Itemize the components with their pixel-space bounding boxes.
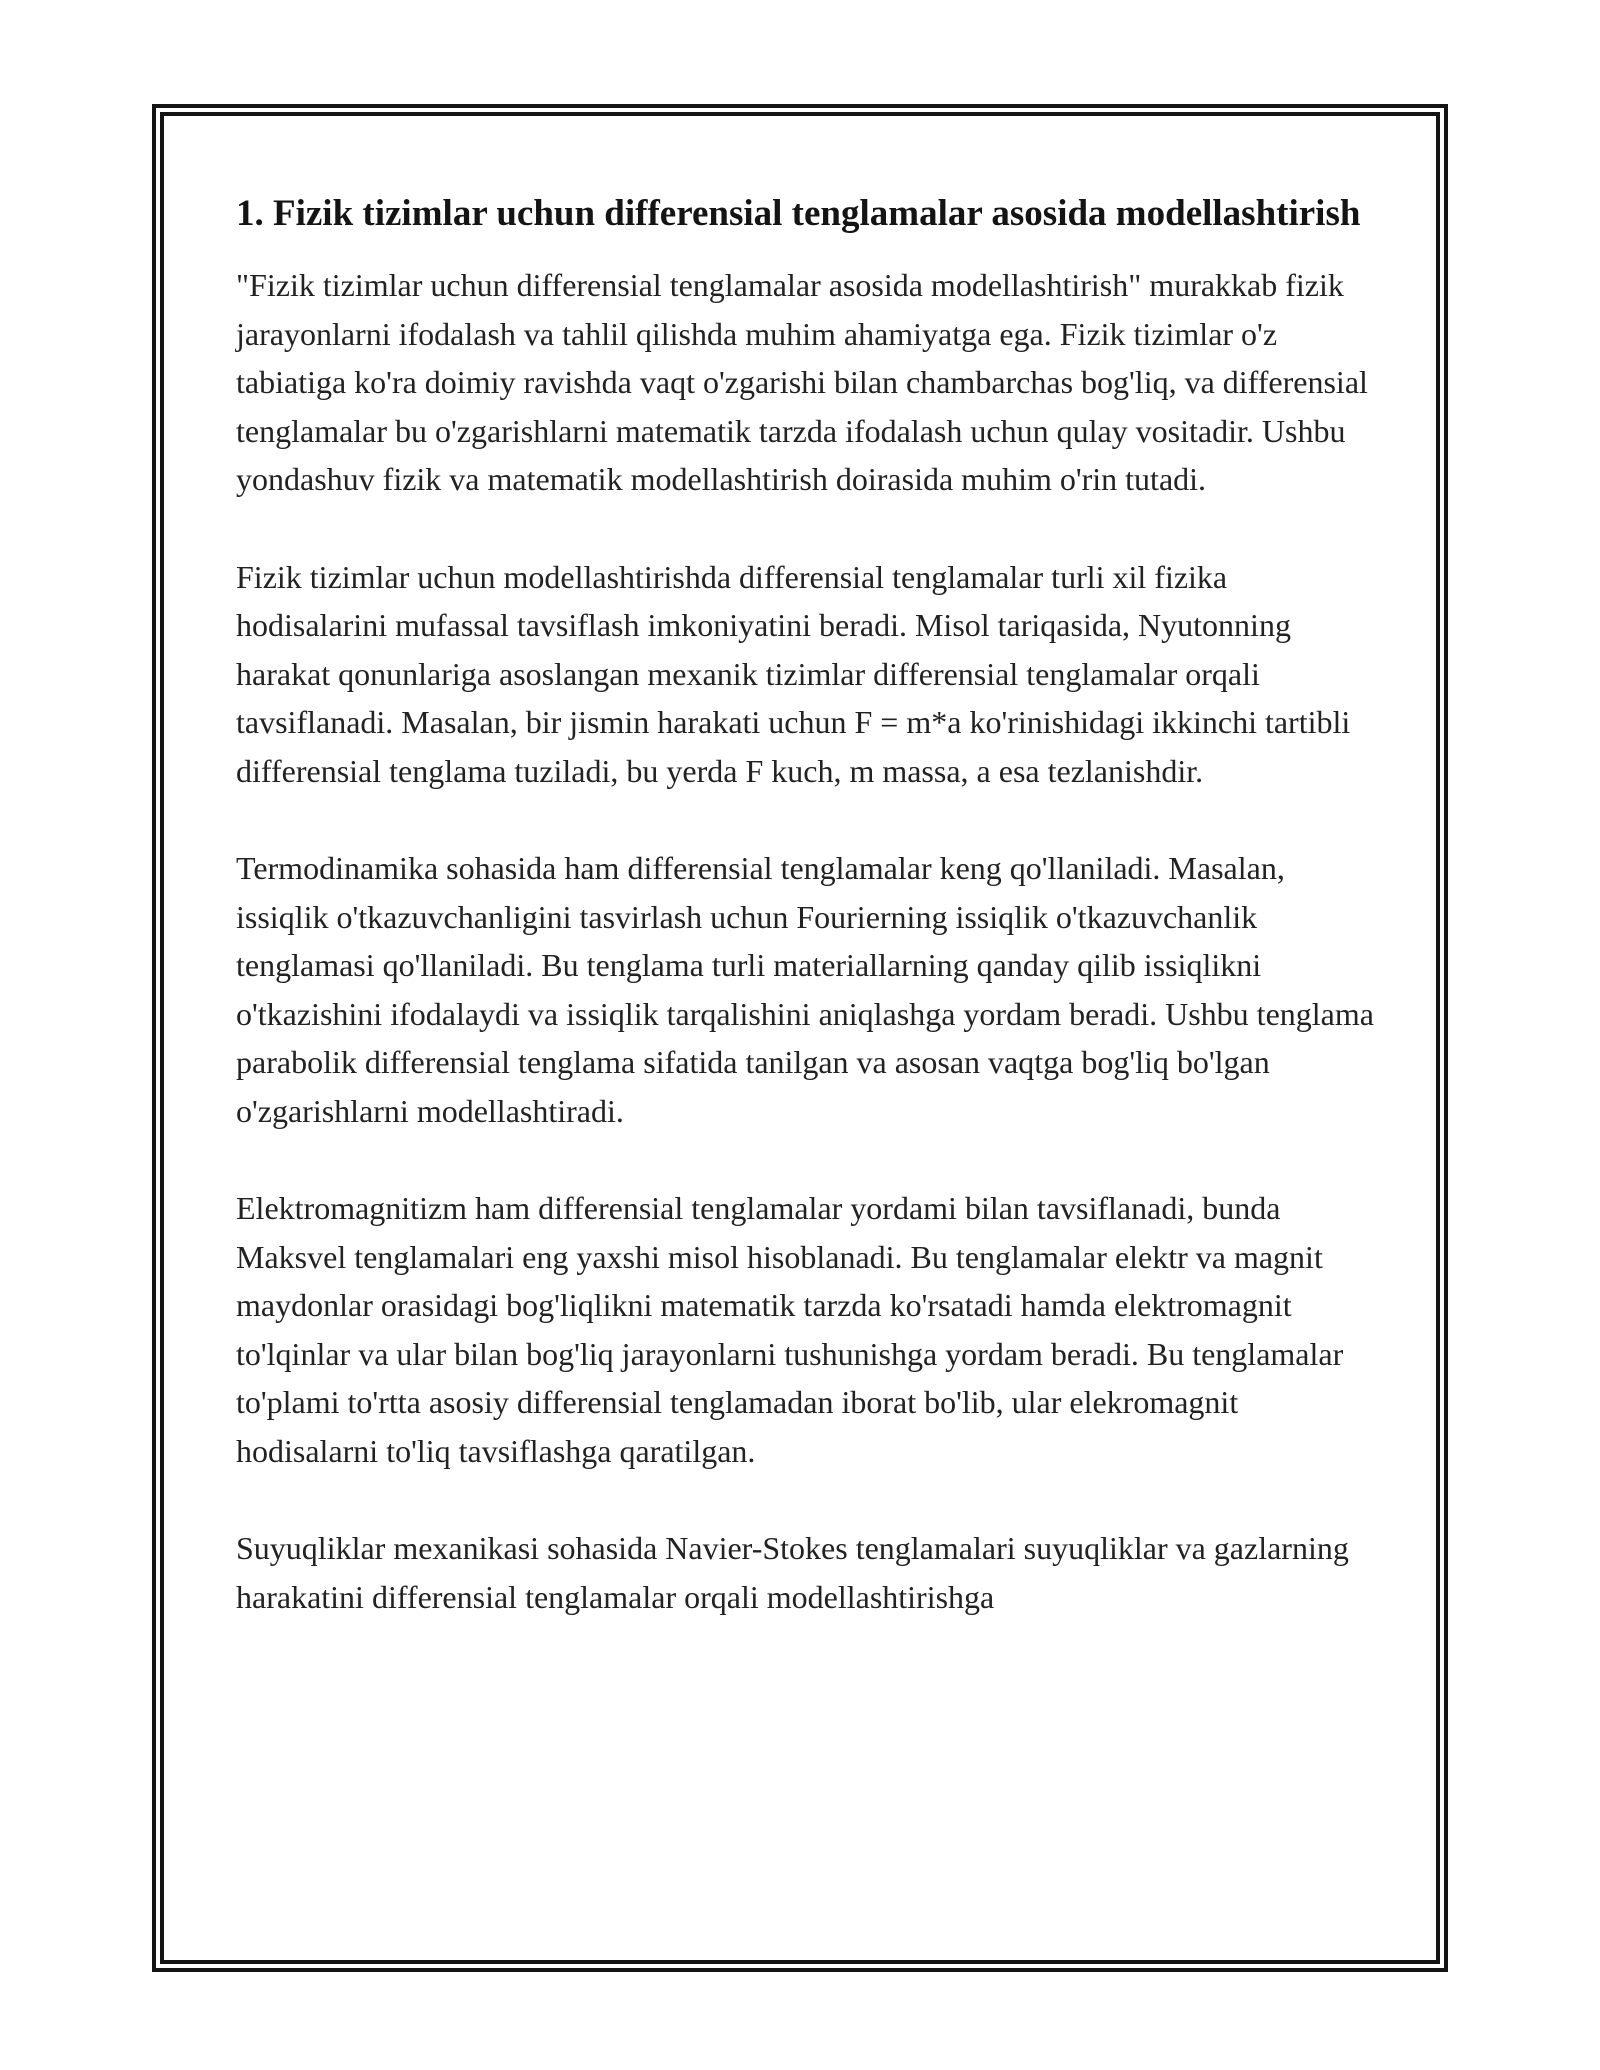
paragraph-intro: "Fizik tizimlar uchun differensial tenglamalar asosida modellashtirish" murakkab fizik jarayonlarni ifodalash va tahlil qilishda muhim ahamiyatga ega. Fizik tizimlar o'z tabiatiga ko'ra doimiy ravishda vaqt o'zgarishi bilan chambarchas bog'liq, va differensial tenglamalar bu o'zgarishlarni matematik tarzda ifodalash uchun qulay vositadir. Ushbu yondashuv fizik va matematik modellashtirish doirasida muhim o'rin tutadi. bbox=[236, 267, 1368, 497]
paragraph-electromagnetism: Elektromagnitizm ham differensial tenglamalar yordami bilan tavsiflanadi, bunda Maksvel tenglamalari eng yaxshi misol hisoblanadi. Bu tenglamalar elektr va magnit maydonlar orasidagi bog'liqlikni matematik tarzda ko'rsatadi hamda elektromagnit to'lqinlar va ular bilan bog'liq jarayonlarni tushunishga yordam beradi. Bu tenglamalar to'plami to'rtta asosiy differensial tenglamadan iborat bo'lib, ular elekromagnit hodisalarni to'liq tavsiflashga qaratilgan. bbox=[236, 1190, 1344, 1469]
paragraph-mechanics: Fizik tizimlar uchun modellashtirishda differensial tenglamalar turli xil fizika hodisalarini mufassal tavsiflash imkoniyatini beradi. Misol tariqasida, Nyutonning harakat qonunlariga asoslangan mexanik tizimlar differensial tenglamalar orqali tavsiflanadi. Masalan, bir jismin harakati uchun F = m*a ko'rinishidagi ikkinchi tartibli differensial tenglama tuziladi, bu yerda F kuch, m massa, a esa tezlanishdir. bbox=[236, 558, 1351, 789]
section-title: 1. Fizik tizimlar uchun differensial tenglamalar asosida modellashtirish bbox=[236, 193, 1361, 234]
paragraph-fluid-mechanics: Suyuqliklar mexanikasi sohasida Navier-Stokes tenglamalari suyuqliklar va gazlarning harakatini differensial tenglamalar orqali modellashtirishga bbox=[236, 1530, 1349, 1615]
paragraph-thermodynamics: Termodinamika sohasida ham differensial tenglamalar keng qo'llaniladi. Masalan, issiqlik o'tkazuvchanligini tasvirlash uchun Fourierning issiqlik o'tkazuvchanlik tenglamasi qo'llaniladi. Bu tenglama turli materiallarning qanday qilib issiqlikni o'tkazishini ifodalaydi va issiqlik tarqalishini aniqlashga yordam beradi. Ushbu tenglama parabolik differensial tenglama sifatida tanilgan va asosan vaqtga bog'liq bo'lgan o'zgarishlarni modellashtiradi. bbox=[236, 850, 1374, 1129]
document-body bbox=[236, 186, 1376, 1670]
